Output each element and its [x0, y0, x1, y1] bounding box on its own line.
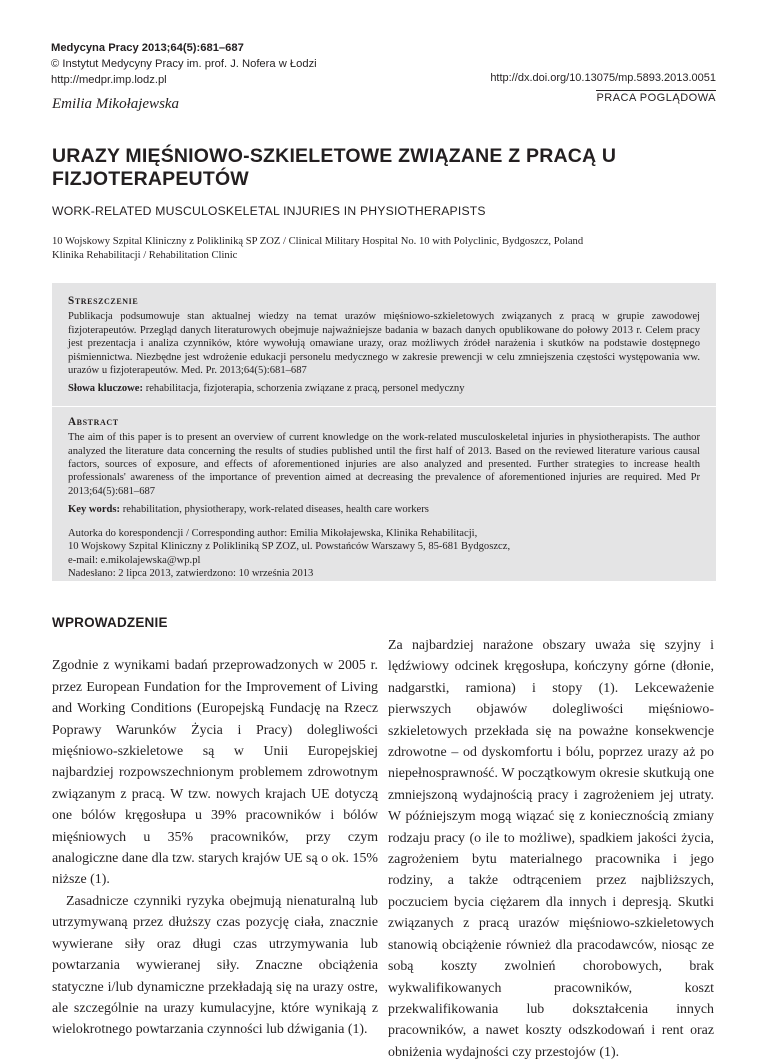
article-title-english: WORK-RELATED MUSCULOSKELETAL INJURIES IN PHYSIOTHERAPISTS [52, 204, 486, 218]
english-keywords [68, 503, 700, 516]
affiliation-line-2: Klinika Rehabilitacji / Rehabilitation Clinic [52, 249, 238, 261]
doi-link[interactable]: http://dx.doi.org/10.13075/mp.5893.2013.0051 [490, 72, 716, 84]
author-name: Emilia Mikołajewska [52, 96, 180, 112]
abstract-heading: Abstract [68, 415, 119, 428]
body-column-right [388, 635, 714, 1063]
polish-keywords [68, 382, 700, 395]
correspondence-line-1: Autorka do korespondencji / Corresponding author: Emilia Mikołajewska, Klinika Rehabilitacji, [68, 527, 478, 539]
polish-keywords-label: Słowa kluczowe: [68, 383, 144, 395]
section-heading-introduction: WPROWADZENIE [52, 615, 168, 630]
copyright-line: © Instytut Medycyny Pracy im. prof. J. Nofera w Łodzi [51, 58, 317, 70]
abstract-box [52, 283, 716, 581]
english-keywords-label: Key words: [68, 504, 121, 516]
correspondence-block [68, 527, 700, 581]
journal-citation: Medycyna Pracy 2013;64(5):681–687 [51, 42, 244, 54]
polish-keywords-list: rehabilitacja, fizjoterapia, schorzenia związane z pracą, personel medyczny [145, 383, 465, 395]
english-keywords-list: rehabilitation, physiotherapy, work-related diseases, health care workers [122, 504, 429, 516]
streszczenie-text: Publikacja podsumowuje stan aktualnej wiedzy na temat urazów mięśniowo-szkieletowych związanych z pracą w grupie zawodowej fizjoterapeutów. Przegląd danych literaturowych obejmuje najważniejsze badania w bazach danych opublikowane do połowy 2013 r. Celem pracy jest prezentacja i analiza czynników, które wywołują omawiane urazy, oraz możliwych źródeł narażenia i skutków na podstawie dostępnego piśmiennictwa. Niezbędne jest wdrożenie edukacji personelu medycznego w zakresie prewencji w celu zmniejszenia częstości występowania ww. urazów u fizjoterapeutów. Med. Pr. 2013;64(5):681–687 [68, 311, 700, 377]
journal-url[interactable]: http://medpr.imp.lodz.pl [51, 74, 167, 86]
streszczenie-heading: Streszczenie [68, 295, 139, 307]
article-title-polish: URAZY MIĘŚNIOWO-SZKIELETOWE ZWIĄZANE Z PRACĄ U FIZJOTERAPEUTÓW [52, 145, 617, 190]
article-type-label: PRACA POGLĄDOWA [596, 92, 716, 104]
body-column-left [52, 612, 378, 1041]
affiliations [52, 235, 712, 263]
abstract-divider [52, 406, 716, 407]
paragraph: Zasadnicze czynniki ryzyka obejmują nienaturalną lub utrzymywaną przez dłuższy czas pozycję ciała, znacznie wywierane siły oraz długi czas utrzymywania lub powtarzania wywieranej siły. Znaczne obciążenia statyczne i/lub dynamiczne przekładają się na urazy ostre, ale szczególnie na urazy kumulacyjne, które wynikają z wielokrotnego powtarzania czynności lub dźwigania (1). [52, 893, 378, 1038]
submission-dates: Nadesłano: 2 lipca 2013, zatwierdzono: 10 września 2013 [68, 567, 314, 579]
affiliation-line-1: 10 Wojskowy Szpital Kliniczny z Polikliniką SP ZOZ / Clinical Military Hospital No. 10 with Polyclinic, Bydgoszcz, Poland [52, 236, 584, 247]
paragraph: Za najbardziej narażone obszary uważa się szyjny i lędźwiowy odcinek kręgosłupa, kończyny górne (dłonie, nadgarstki, ramiona) i stopy (1). Lekceważenie pierwszych objawów dolegliwości mięśniowo-szkieletowych przekłada się na poważne konsekwencje zdrowotne – od dyskomfortu i bólu, poprzez urazy aż po niepełnosprawność. W początkowym okresie skutkują one zmniejszoną wydajnością pracy i zagrożeniem jej utraty. W późniejszym mogą wiązać się z koniecznością zmiany rodzaju pracy (o ile to możliwe), spadkiem jakości życia, zagrożeniem bytu materialnego pracownika i jego rodziny, a także odtrąceniem przez najbliższych, poczuciem bycia ciężarem dla innych i depresją. Skutki związanych z pracą urazów mięśniowo-szkieletowych stanowią obciążenie również dla pracodawców, niosąc ze sobą koszty zwolnień chorobowych, brak wykwalifikowanych pracowników, koszt przekwalifikowania lub dokształcenia innych pracowników, a nawet koszty odszkodowań i rent oraz obniżenia wydajności czy przestojów (1). [388, 638, 714, 1060]
correspondence-email[interactable]: e-mail: e.mikolajewska@wp.pl [68, 554, 201, 566]
journal-header [51, 40, 317, 88]
abstract-text: The aim of this paper is to present an overview of current knowledge on the work-related musculoskeletal injuries in physiotherapists. The author analyzed the literature data concerning the results of studies published until the first half of 2013. Based on the reviewed literature various causal factors, sources of exposure, and effects of aforementioned injuries are also analyzed and presented. Further strategies to increase health professionals' awareness of the importance of prevention aimed at decreasing the prevalence of aforementioned injuries are required. Med Pr 2013;64(5):681–687 [68, 432, 700, 497]
paragraph: Zgodnie z wynikami badań przeprowadzonych w 2005 r. przez European Fundation for the Improvement of Living and Working Conditions (Europejską Fundację na Rzecz Poprawy Warunków Życia i Pracy) dolegliwości mięśniowo-szkieletowe są w Unii Europejskiej najbardziej rozpowszechnionym problemem zdrowotnym związanym z pracą. W tzw. nowych krajach UE dotyczą one bólów kręgosłupa u 39% pracowników i bólów mięśniowych u 35% pracowników, przy czym analogiczne dane dla tzw. starych krajów UE są o ok. 15% niższe (1). [52, 658, 378, 888]
correspondence-line-2: 10 Wojskowy Szpital Kliniczny z Polikliniką SP ZOZ, ul. Powstańców Warszawy 5, 85-681 Bydgoszcz, [68, 541, 511, 553]
